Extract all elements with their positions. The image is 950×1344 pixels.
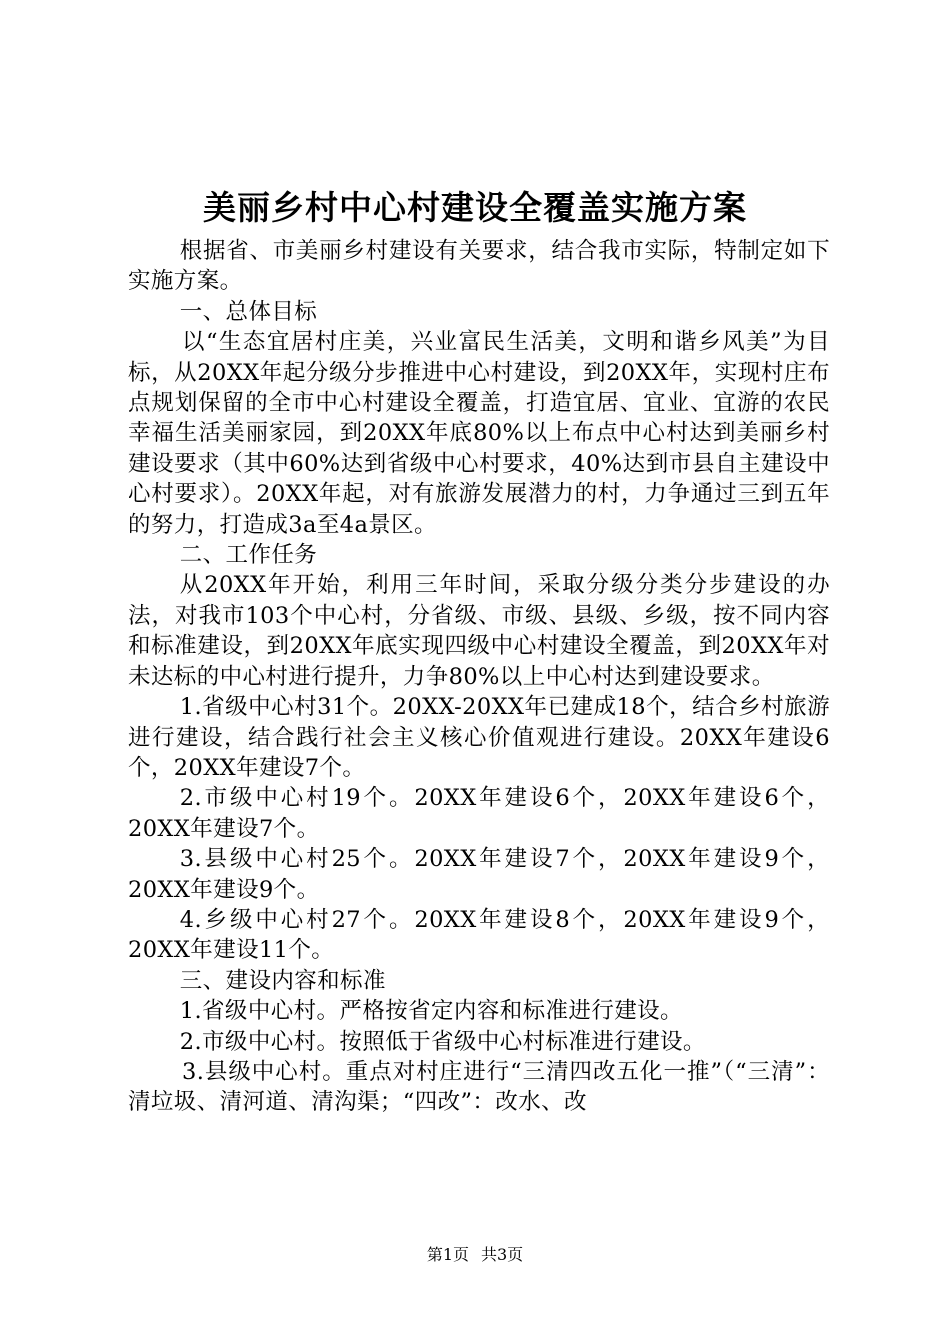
list-item-township: 4.乡级中心村27个。20XX年建设8个，20XX年建设9个，20XX年建设11个。 [128, 906, 830, 964]
section-heading-tasks: 二、工作任务 [179, 542, 318, 569]
list-item-city: 2.市级中心村19个。20XX年建设6个，20XX年建设6个，20XX年建设7个。 [128, 785, 830, 842]
standard-item-county: 3.县级中心村。重点对村庄进行“三清四改五化一推”（“三清”：清垃圾、清河道、清沟渠；“四改”：改水、改 [128, 1058, 830, 1116]
standard-item-provincial: 1.省级中心村。严格按省定内容和标准进行建设。 [179, 998, 683, 1025]
section-heading-content-standards: 三、建设内容和标准 [179, 967, 386, 994]
paragraph-overall-goal: 以“生态宜居村庄美，兴业富民生活美，文明和谐乡风美”为目标，从20XX年起分级分步推进中心村建设，到20XX年，实现村庄布点规划保留的全市中心村建设全覆盖，打造宜居、宜业、宜游的农民幸福生活美丽家园，到20XX年底80%以上布点中心村达到美丽乡村建设要求（其中60%达到省级中心村要求，40%达到市县自主建设中心村要求）。20XX年起，对有旅游发展潜力的村，力争通过三到五年的努力，打造成3a至4a景区。 [128, 329, 830, 538]
page-number-current: 第1页 [426, 1245, 469, 1264]
document-title: 美丽乡村中心村建设全覆盖实施方案 [203, 188, 747, 227]
paragraph-intro: 根据省、市美丽乡村建设有关要求，结合我市实际，特制定如下实施方案。 [128, 238, 830, 295]
page-footer [0, 1244, 950, 1266]
list-item-provincial: 1.省级中心村31个。20XX-20XX年已建成18个，结合乡村旅游进行建设，结合践行社会主义核心价值观进行建设。20XX年建设6个，20XX年建设7个。 [128, 694, 830, 781]
standard-item-city: 2.市级中心村。按照低于省级中心村标准进行建设。 [179, 1028, 706, 1055]
section-heading-overall-goal: 一、总体目标 [179, 298, 318, 325]
paragraph-tasks: 从20XX年开始，利用三年时间，采取分级分类分步建设的办法，对我市103个中心村，分省级、市级、县级、乡级，按不同内容和标准建设，到20XX年底实现四级中心村建设全覆盖，到20XX年对未达标的中心村进行提升，力争80%以上中心村达到建设要求。 [128, 572, 830, 690]
page-number-total: 共3页 [481, 1245, 524, 1264]
list-item-county: 3.县级中心村25个。20XX年建设7个，20XX年建设9个，20XX年建设9个。 [128, 846, 830, 903]
document-body [128, 236, 830, 1118]
